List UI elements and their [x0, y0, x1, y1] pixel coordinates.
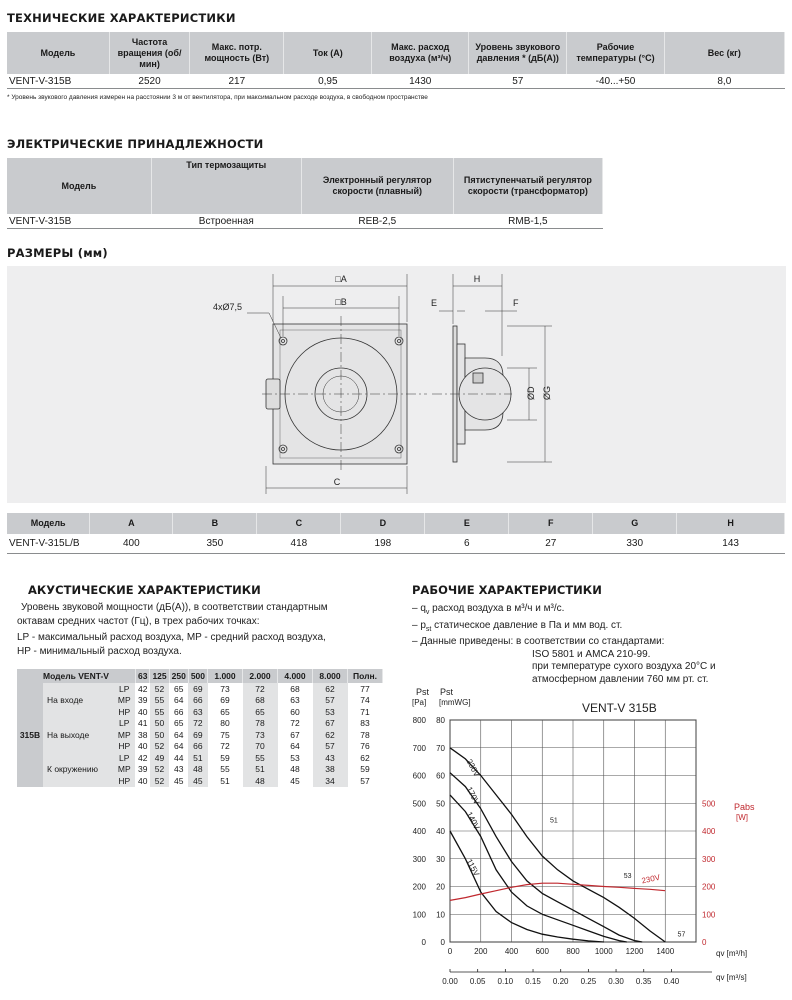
tech-section-title: ТЕХНИЧЕСКИЕ ХАРАКТЕРИСТИКИ [7, 11, 236, 25]
chart-xtick-label: 1000 [594, 947, 613, 956]
chart-ytick-pa: 400 [412, 827, 426, 836]
chart-yunit-pa: [Pa] [412, 698, 427, 707]
chart-xtick-label: 400 [504, 947, 519, 956]
table-row [17, 718, 383, 730]
chart-x2label: qv [m³/s] [716, 973, 747, 982]
acoustic-header-row [17, 669, 383, 683]
tech-cell-temp: -40...+50 [567, 74, 664, 89]
dims-header-g: G [593, 513, 677, 534]
performance-chart [406, 686, 786, 998]
dimension-drawing-svg [7, 266, 786, 503]
acoustic-value: 72 [188, 718, 207, 730]
acoustic-value: 53 [290, 752, 300, 763]
tech-header-current: Ток (А) [284, 32, 372, 74]
tech-footnote: * Уровень звукового давления измерен на расстоянии 3 м от вентилятора, при максимальном расходе воздуха, в свободном пространстве [7, 94, 428, 101]
tech-header-weight: Вес (кг) [664, 32, 784, 74]
dim-label-f: F [513, 298, 519, 308]
electric-header-electronic: Электронный регулятор скорости (плавный) [301, 158, 453, 214]
chart-sound-label: 51 [549, 817, 558, 825]
acoustic-header-freq: 1.000 [208, 669, 243, 683]
acoustic-value: 66 [188, 741, 207, 753]
acoustic-header-freq: 2.000 [243, 669, 278, 683]
chart-ylabel-mm: Pst [440, 687, 454, 697]
chart-x2tick-label: 0.40 [663, 977, 680, 986]
acoustic-group-inlet: На входе [43, 683, 113, 718]
acoustic-value: 68 [243, 695, 278, 707]
acoustic-value: 74 [360, 695, 370, 706]
acoustic-value: 40 [137, 741, 148, 752]
acoustic-text-2: октавам средних частот (Гц), в трех рабочих точках: [17, 616, 260, 627]
chart-ytick-mm: 60 [436, 771, 445, 781]
tech-cell-weight: 8,0 [664, 74, 784, 89]
chart-ytick-w: 400 [702, 827, 716, 836]
dims-header-a: A [90, 513, 173, 534]
tech-header-row [7, 32, 785, 74]
dim-label-hole: 4xØ7,5 [213, 302, 243, 312]
acoustic-value: 48 [290, 764, 300, 775]
electric-section-title: ЭЛЕКТРИЧЕСКИЕ ПРИНАДЛЕЖНОСТИ [7, 137, 264, 151]
chart-yunit-right: [W] [736, 813, 748, 822]
chart-ytick-mm: 40 [436, 827, 445, 836]
acoustic-value: 49 [150, 752, 169, 764]
acoustic-value: 42 [137, 752, 148, 763]
dims-table [7, 513, 785, 554]
acoustic-value: 68 [290, 683, 300, 694]
chart-ytick-mm: 0 [440, 938, 445, 947]
tech-cell-current: 0,95 [284, 74, 372, 89]
chart-ytick-pa: 300 [412, 854, 426, 864]
acoustic-value: 78 [243, 718, 278, 730]
acoustic-value: 48 [243, 775, 278, 787]
acoustic-value: 52 [150, 683, 169, 695]
acoustic-value: 62 [313, 683, 348, 695]
acoustic-value: 73 [243, 729, 278, 741]
dims-header-e: E [425, 513, 509, 534]
acoustic-value: 40 [137, 706, 148, 717]
acoustic-value: 39 [137, 764, 148, 775]
acoustic-value: 60 [290, 706, 300, 717]
performance-section-title: РАБОЧИЕ ХАРАКТЕРИСТИКИ [412, 583, 602, 597]
dims-cell-h: 143 [677, 534, 785, 554]
table-row [7, 534, 785, 554]
acoustic-value: 80 [220, 718, 230, 729]
acoustic-value: 65 [220, 706, 230, 717]
chart-ytick-pa: 100 [412, 910, 426, 920]
acoustic-value: 59 [360, 764, 370, 775]
acoustic-value: 53 [313, 706, 348, 718]
chart-ytick-pa: 200 [412, 882, 426, 892]
performance-note-pressure: – $p_{st}$ статическое давление в Па и мм вод. ст. [412, 619, 623, 633]
table-row [17, 683, 383, 695]
acoustic-value: 43 [313, 752, 348, 764]
acoustic-text-3: LP - максимальный расход воздуха, MP - средний расход воздуха, [17, 632, 326, 643]
dim-label-c: C [333, 477, 341, 487]
acoustic-value: 42 [137, 683, 148, 694]
acoustic-value: 52 [150, 741, 169, 753]
acoustic-value: 78 [360, 729, 370, 740]
dims-cell-c: 418 [257, 534, 341, 554]
acoustic-header-freq: 63 [135, 669, 149, 683]
acoustic-value: 62 [360, 752, 370, 763]
chart-xtick-label: 0 [447, 947, 453, 956]
dims-cell-d: 198 [341, 534, 425, 554]
dimension-drawing [7, 266, 786, 503]
chart-ytick-pa: 500 [412, 799, 426, 809]
chart-grid [447, 720, 712, 972]
chart-x2tick-label: 0.20 [552, 977, 569, 986]
acoustic-value: 43 [173, 764, 184, 775]
acoustic-value: 51 [188, 752, 207, 764]
chart-ytick-w: 500 [702, 799, 716, 809]
acoustic-value: 59 [220, 752, 230, 763]
acoustic-point: HP [113, 706, 135, 718]
tech-header-power: Макс. потр. мощность (Вт) [190, 32, 284, 74]
acoustic-text-1: Уровень звуковой мощности (дБ(А)), в соответствии стандартным [21, 602, 328, 613]
dims-cell-f: 27 [509, 534, 593, 554]
chart-ytick-w: 100 [702, 910, 716, 920]
acoustic-value: 77 [360, 683, 370, 694]
dims-cell-a: 400 [90, 534, 173, 554]
acoustic-value: 48 [188, 764, 207, 776]
table-row [7, 74, 785, 89]
acoustic-value: 83 [360, 718, 370, 729]
chart-series-label: 140V [464, 810, 482, 832]
tech-cell-model: VENT-V-315B [7, 74, 109, 89]
acoustic-value: 45 [290, 775, 300, 786]
acoustic-value: 75 [220, 729, 230, 740]
chart-x2tick-label: 0.00 [442, 977, 458, 986]
performance-notes [412, 603, 716, 686]
acoustic-value: 67 [290, 729, 300, 740]
dims-cell-g: 330 [593, 534, 677, 554]
electric-cell-transformer: RMB-1,5 [453, 214, 602, 229]
acoustic-value: 72 [220, 741, 230, 752]
chart-ytick-mm: 20 [436, 882, 445, 892]
chart-ytick-w: 300 [702, 854, 716, 864]
acoustic-value: 50 [150, 718, 169, 730]
acoustic-header-total: Полн. [348, 669, 383, 683]
chart-xtick-label: 600 [535, 947, 549, 956]
chart-series-label: 115V [464, 857, 482, 878]
dim-label-b: □B [335, 297, 347, 307]
acoustic-value: 69 [220, 695, 230, 706]
chart-power-line [450, 883, 665, 900]
performance-note-pressure-atm: атмосферном давлении 760 мм рт. ст. [532, 673, 709, 685]
chart-power-label: 230V [640, 872, 661, 886]
tech-header-temp: Рабочие температуры (°С) [567, 32, 664, 74]
acoustic-point: LP [113, 718, 135, 730]
acoustic-value: 55 [220, 764, 230, 775]
chart-xtick-label: 800 [566, 947, 580, 956]
acoustic-point: HP [113, 741, 135, 753]
acoustic-value: 65 [173, 683, 184, 694]
electric-header-transformer: Пятиступенчатый регулятор скорости (трансформатор) [453, 158, 602, 214]
chart-ytick-pa: 0 [421, 938, 426, 947]
acoustic-point: LP [113, 752, 135, 764]
dim-label-e: E [431, 298, 438, 308]
acoustic-value: 73 [220, 683, 230, 694]
chart-ytick-pa: 700 [412, 743, 426, 753]
dims-header-row [7, 513, 785, 534]
acoustic-value: 45 [173, 775, 184, 786]
acoustic-value: 52 [150, 764, 169, 776]
acoustic-value: 76 [360, 741, 370, 752]
chart-x2tick-label: 0.05 [469, 977, 486, 986]
acoustic-value: 57 [313, 695, 348, 707]
chart-ytick-mm: 80 [436, 716, 445, 725]
chart-ytick-mm: 30 [436, 854, 445, 864]
tech-cell-power: 217 [190, 74, 284, 89]
acoustic-section-title: АКУСТИЧЕСКИЕ ХАРАКТЕРИСТИКИ [28, 583, 261, 597]
acoustic-value: 57 [313, 741, 348, 753]
chart-ytick-mm: 50 [436, 799, 445, 809]
tech-cell-rpm: 2520 [109, 74, 189, 89]
chart-ytick-mm: 70 [436, 743, 445, 753]
tech-cell-airflow: 1430 [372, 74, 469, 89]
electric-cell-protection: Встроенная [151, 214, 301, 229]
dims-header-b: B [173, 513, 257, 534]
acoustic-value: 55 [150, 706, 169, 718]
acoustic-text-4: HP - минимальный расход воздуха. [17, 646, 182, 657]
acoustic-header-model: Модель VENT-V [17, 669, 135, 683]
acoustic-point: LP [113, 683, 135, 695]
acoustic-value: 71 [360, 706, 370, 717]
chart-xtick-label: 1400 [656, 947, 675, 956]
dim-label-h: H [473, 274, 481, 284]
acoustic-value: 50 [150, 729, 169, 741]
chart-series-line [450, 748, 665, 942]
electric-cell-model: VENT-V-315B [7, 214, 151, 229]
acoustic-value: 72 [243, 683, 278, 695]
tech-header-airflow: Макс. расход воздуха (м³/ч) [372, 32, 469, 74]
chart-lines [450, 748, 685, 942]
chart-ytick-w: 200 [702, 882, 716, 892]
tech-header-model: Модель [7, 32, 109, 74]
acoustic-value: 64 [173, 695, 184, 706]
acoustic-value: 63 [188, 706, 207, 718]
acoustic-group-surroundings: К окружению [43, 752, 113, 787]
acoustic-table [17, 669, 383, 787]
chart-series-label: 230V [464, 757, 482, 779]
acoustic-point: MP [113, 695, 135, 707]
acoustic-header-freq: 125 [150, 669, 169, 683]
performance-note-flow: – $q_v$ расход воздуха в м³/ч и м³/с. [412, 603, 565, 616]
acoustic-point: HP [113, 775, 135, 787]
chart-xtick-label: 1200 [625, 947, 644, 956]
chart-sound-label: 57 [677, 931, 686, 939]
acoustic-group-outlet: На выходе [43, 718, 113, 753]
tech-table [7, 32, 785, 89]
chart-ytick-pa: 600 [412, 771, 426, 781]
table-row [17, 752, 383, 764]
acoustic-point: MP [113, 764, 135, 776]
chart-ytick-w: 0 [702, 938, 707, 947]
chart-ytick-pa: 800 [412, 716, 426, 725]
acoustic-value: 65 [173, 718, 184, 729]
tech-header-sound: Уровень звукового давления * (дБ(А)) [469, 32, 567, 74]
tech-cell-sound: 57 [469, 74, 567, 89]
acoustic-value: 62 [313, 729, 348, 741]
acoustic-value: 65 [243, 706, 278, 718]
chart-ylabel-right: Pabs [734, 802, 755, 812]
acoustic-value: 40 [137, 775, 148, 786]
electric-header-model: Модель [7, 158, 151, 214]
chart-axis-labels [413, 716, 716, 986]
dims-header-model: Модель [7, 513, 90, 534]
dims-header-c: C [257, 513, 341, 534]
acoustic-value: 66 [188, 695, 207, 707]
chart-x2tick-label: 0.10 [497, 977, 514, 986]
acoustic-header-freq: 4.000 [278, 669, 313, 683]
acoustic-value: 57 [360, 775, 370, 786]
acoustic-value: 55 [150, 695, 169, 707]
acoustic-value: 38 [137, 729, 148, 740]
dims-section-title: РАЗМЕРЫ (мм) [7, 246, 108, 260]
dim-label-g: ØG [542, 385, 552, 400]
performance-note-temp: при температуре сухого воздуха 20°С и [532, 661, 716, 672]
chart-x2tick-label: 0.35 [635, 977, 652, 986]
acoustic-value: 67 [313, 718, 348, 730]
dim-label-d: ØD [526, 386, 536, 400]
performance-note-iso: ISO 5801 и AMCA 210-99. [532, 648, 651, 660]
dims-cell-model: VENT-V-315L/B [7, 534, 90, 554]
dims-cell-e: 6 [425, 534, 509, 554]
acoustic-value: 69 [188, 683, 207, 695]
acoustic-value: 64 [173, 741, 184, 752]
dims-header-f: F [509, 513, 593, 534]
acoustic-value: 64 [173, 729, 184, 740]
acoustic-value: 66 [173, 706, 184, 717]
chart-title: VENT-V 315B [582, 701, 657, 715]
acoustic-value: 45 [188, 775, 207, 787]
acoustic-value: 44 [173, 752, 184, 763]
chart-ylabel-pa: Pst [416, 687, 430, 697]
acoustic-header-freq: 8.000 [313, 669, 348, 683]
dim-label-a: □A [335, 274, 347, 284]
acoustic-value: 51 [243, 764, 278, 776]
acoustic-value: 64 [290, 741, 300, 752]
chart-ytick-mm: 10 [436, 910, 445, 920]
chart-x2tick-label: 0.30 [608, 977, 624, 986]
electric-table [7, 158, 603, 229]
acoustic-value: 63 [290, 695, 300, 706]
tech-header-rpm: Частота вращения (об/мин) [109, 32, 189, 74]
chart-yunit-mm: [mmWG] [439, 698, 471, 707]
acoustic-header-freq: 250 [169, 669, 188, 683]
performance-note-standards: – Данные приведены: в соответствии со стандартами: [412, 636, 665, 647]
chart-x2tick-label: 0.15 [525, 977, 541, 986]
acoustic-header-freq: 500 [188, 669, 207, 683]
acoustic-value: 52 [150, 775, 169, 787]
chart-series-label: 170V [464, 785, 482, 807]
acoustic-value: 72 [290, 718, 300, 729]
acoustic-value: 55 [243, 752, 278, 764]
chart-sound-label: 53 [623, 873, 632, 881]
dims-header-h: H [677, 513, 785, 534]
acoustic-value: 41 [137, 718, 148, 729]
chart-xlabel: qv [m³/h] [716, 949, 748, 958]
chart-xtick-label: 200 [474, 947, 488, 956]
electric-cell-electronic: REB-2,5 [301, 214, 453, 229]
acoustic-value: 69 [188, 729, 207, 741]
acoustic-value: 34 [313, 775, 348, 787]
dims-cell-b: 350 [173, 534, 257, 554]
electric-header-protection: Тип термозащиты [151, 158, 301, 214]
acoustic-value: 39 [137, 695, 148, 706]
table-row [7, 214, 603, 229]
dims-header-d: D [341, 513, 425, 534]
acoustic-value: 38 [313, 764, 348, 776]
acoustic-model-cell: 315B [17, 683, 43, 787]
electric-header-row [7, 158, 603, 214]
acoustic-value: 70 [243, 741, 278, 753]
acoustic-point: MP [113, 729, 135, 741]
chart-x2tick-label: 0.25 [580, 977, 597, 986]
acoustic-value: 51 [220, 775, 230, 786]
